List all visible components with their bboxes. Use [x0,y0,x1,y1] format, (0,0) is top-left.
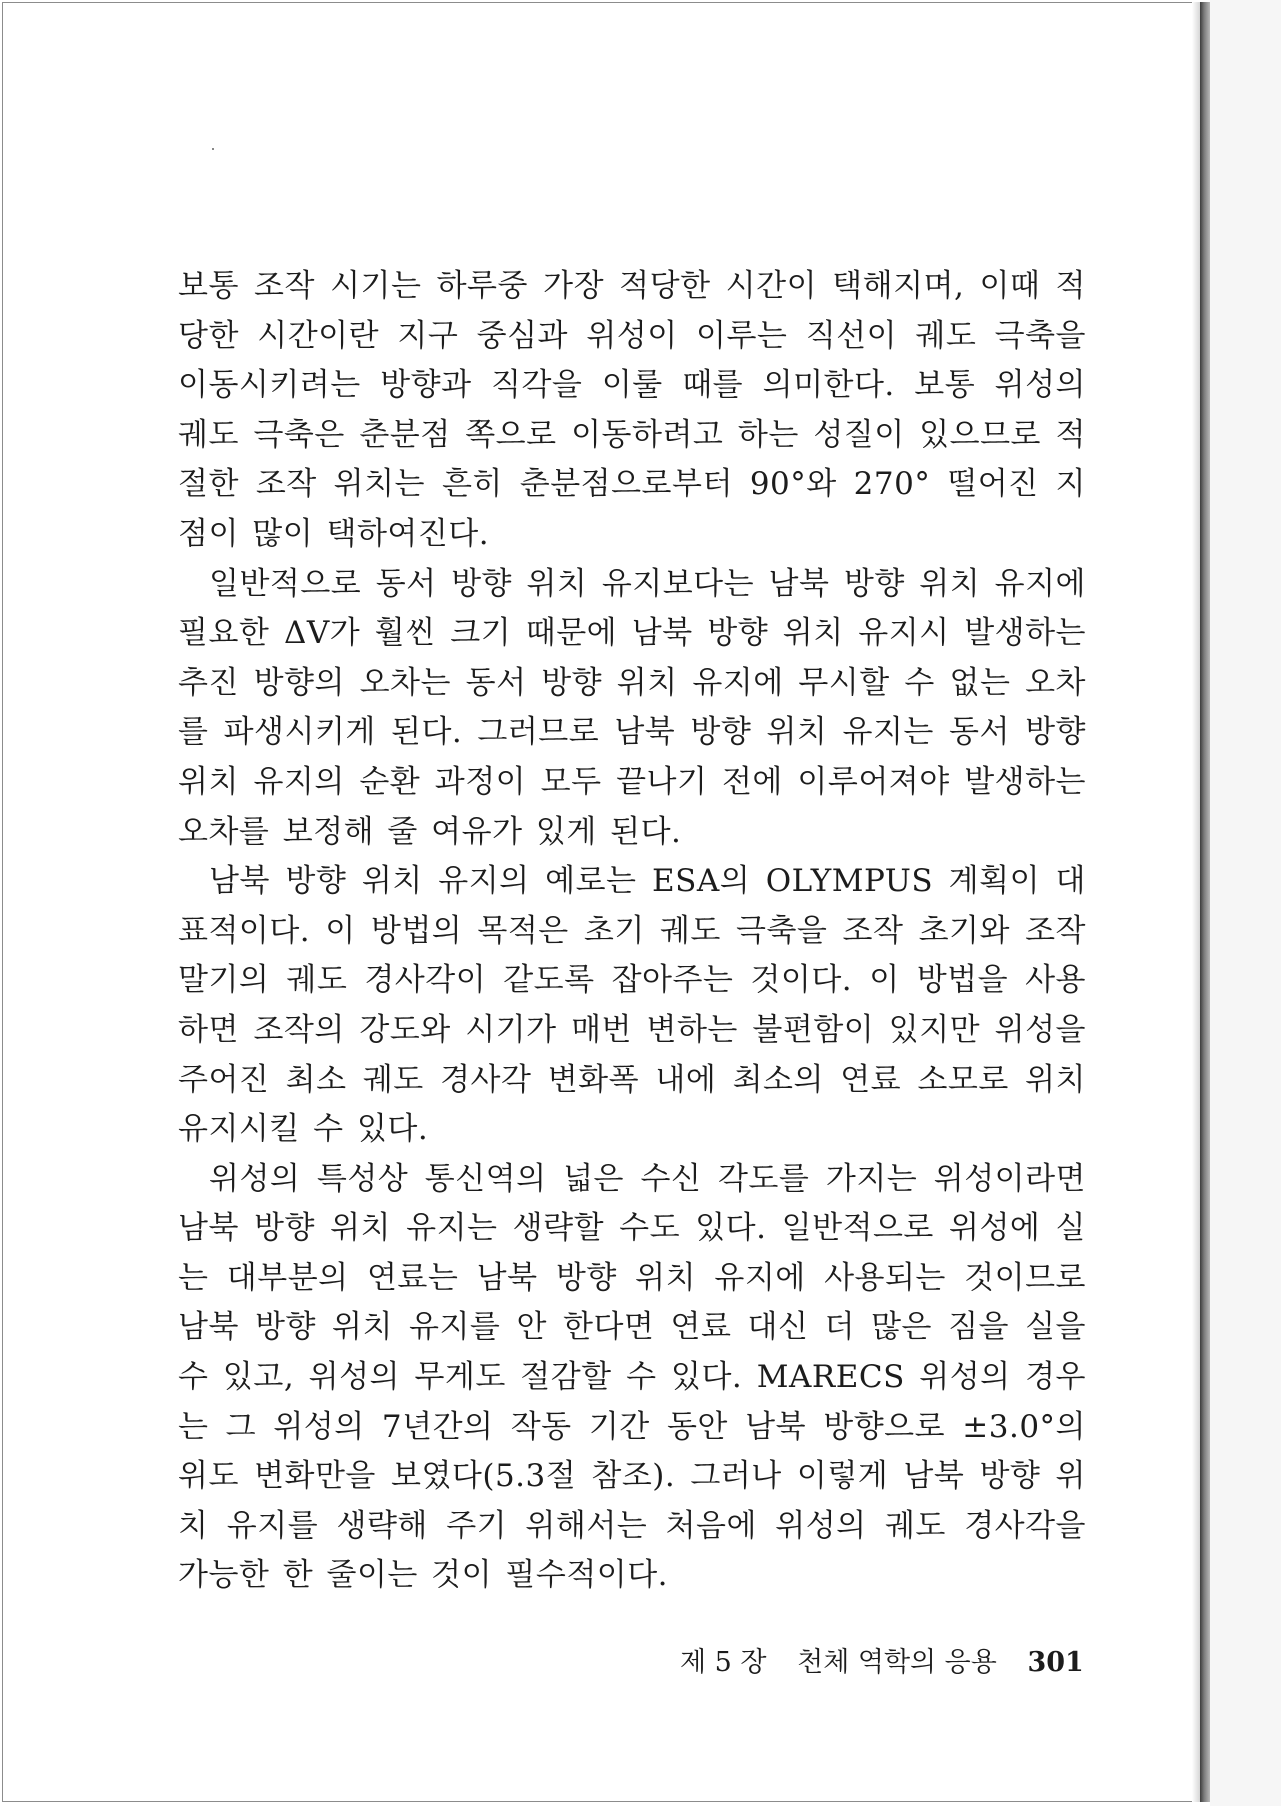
page-spine-edge [1200,2,1210,1802]
body-text [178,262,1086,1601]
paragraph-4: 위성의 특성상 통신역의 넓은 수신 각도를 가지는 위성이라면 남북 방향 위치 유지는 생략할 수도 있다. 일반적으로 위성에 실는 대부분의 연료는 남북 방향 위치 유지에 사용되는 것이므로 남북 방향 위치 유지를 안 한다면 연료 대신 더 많은 짐을 실을 수 있고, 위성의 무게도 절감할 수 있다. MARECS 위성의 경우는 그 위성의 7년간의 작동 기간 동안 남북 방향으로 ±3.0°의 위도 변화만을 보였다(5.3절 참조). 그러나 이렇게 남북 방향 위치 유지를 생략해 주기 위해서는 처음에 위성의 궤도 경사각을 가능한 한 줄이는 것이 필수적이다. [178,1160,1086,1594]
page-number: 301 [1027,1647,1084,1678]
page-edge-shading [1192,2,1200,1802]
scan-speck [212,148,214,150]
paragraph-1: 보통 조작 시기는 하루중 가장 적당한 시간이 택해지며, 이때 적당한 시간이란 지구 중심과 위성이 이루는 직선이 궤도 극축을 이동시키려는 방향과 직각을 이룰 때를 의미한다. 보통 위성의 궤도 극축은 춘분점 쪽으로 이동하려고 하는 성질이 있으므로 적절한 조작 위치는 흔히 춘분점으로부터 90°와 270° 떨어진 지점이 많이 택하여진다. [178,268,1086,552]
scan-margin [1210,0,1281,1806]
paragraph-2: 일반적으로 동서 방향 위치 유지보다는 남북 방향 위치 유지에 필요한 ΔV가 훨씬 크기 때문에 남북 방향 위치 유지시 발생하는 추진 방향의 오차는 동서 방향 위치 유지에 무시할 수 없는 오차를 파생시키게 된다. 그러므로 남북 방향 위치 유지는 동서 방향 위치 유지의 순환 과정이 모두 끝나기 전에 이루어져야 발생하는 오차를 보정해 줄 여유가 있게 된다. [178,565,1086,850]
page-footer [680,1640,1100,1679]
footer-chapter: 제 5 장 [680,1647,767,1678]
footer-chapter-title: 천체 역학의 응용 [797,1647,997,1678]
paragraph-3: 남북 방향 위치 유지의 예로는 ESA의 OLYMPUS 계획이 대표적이다. 이 방법의 목적은 초기 궤도 극축을 조작 초기와 조작 말기의 궤도 경사각이 같도록 잡아주는 것이다. 이 방법을 사용하면 조작의 강도와 시기가 매번 변하는 불편함이 있지만 위성을 주어진 최소 궤도 경사각 변화폭 내에 최소의 연료 소모로 위치 유지시킬 수 있다. [178,863,1086,1148]
